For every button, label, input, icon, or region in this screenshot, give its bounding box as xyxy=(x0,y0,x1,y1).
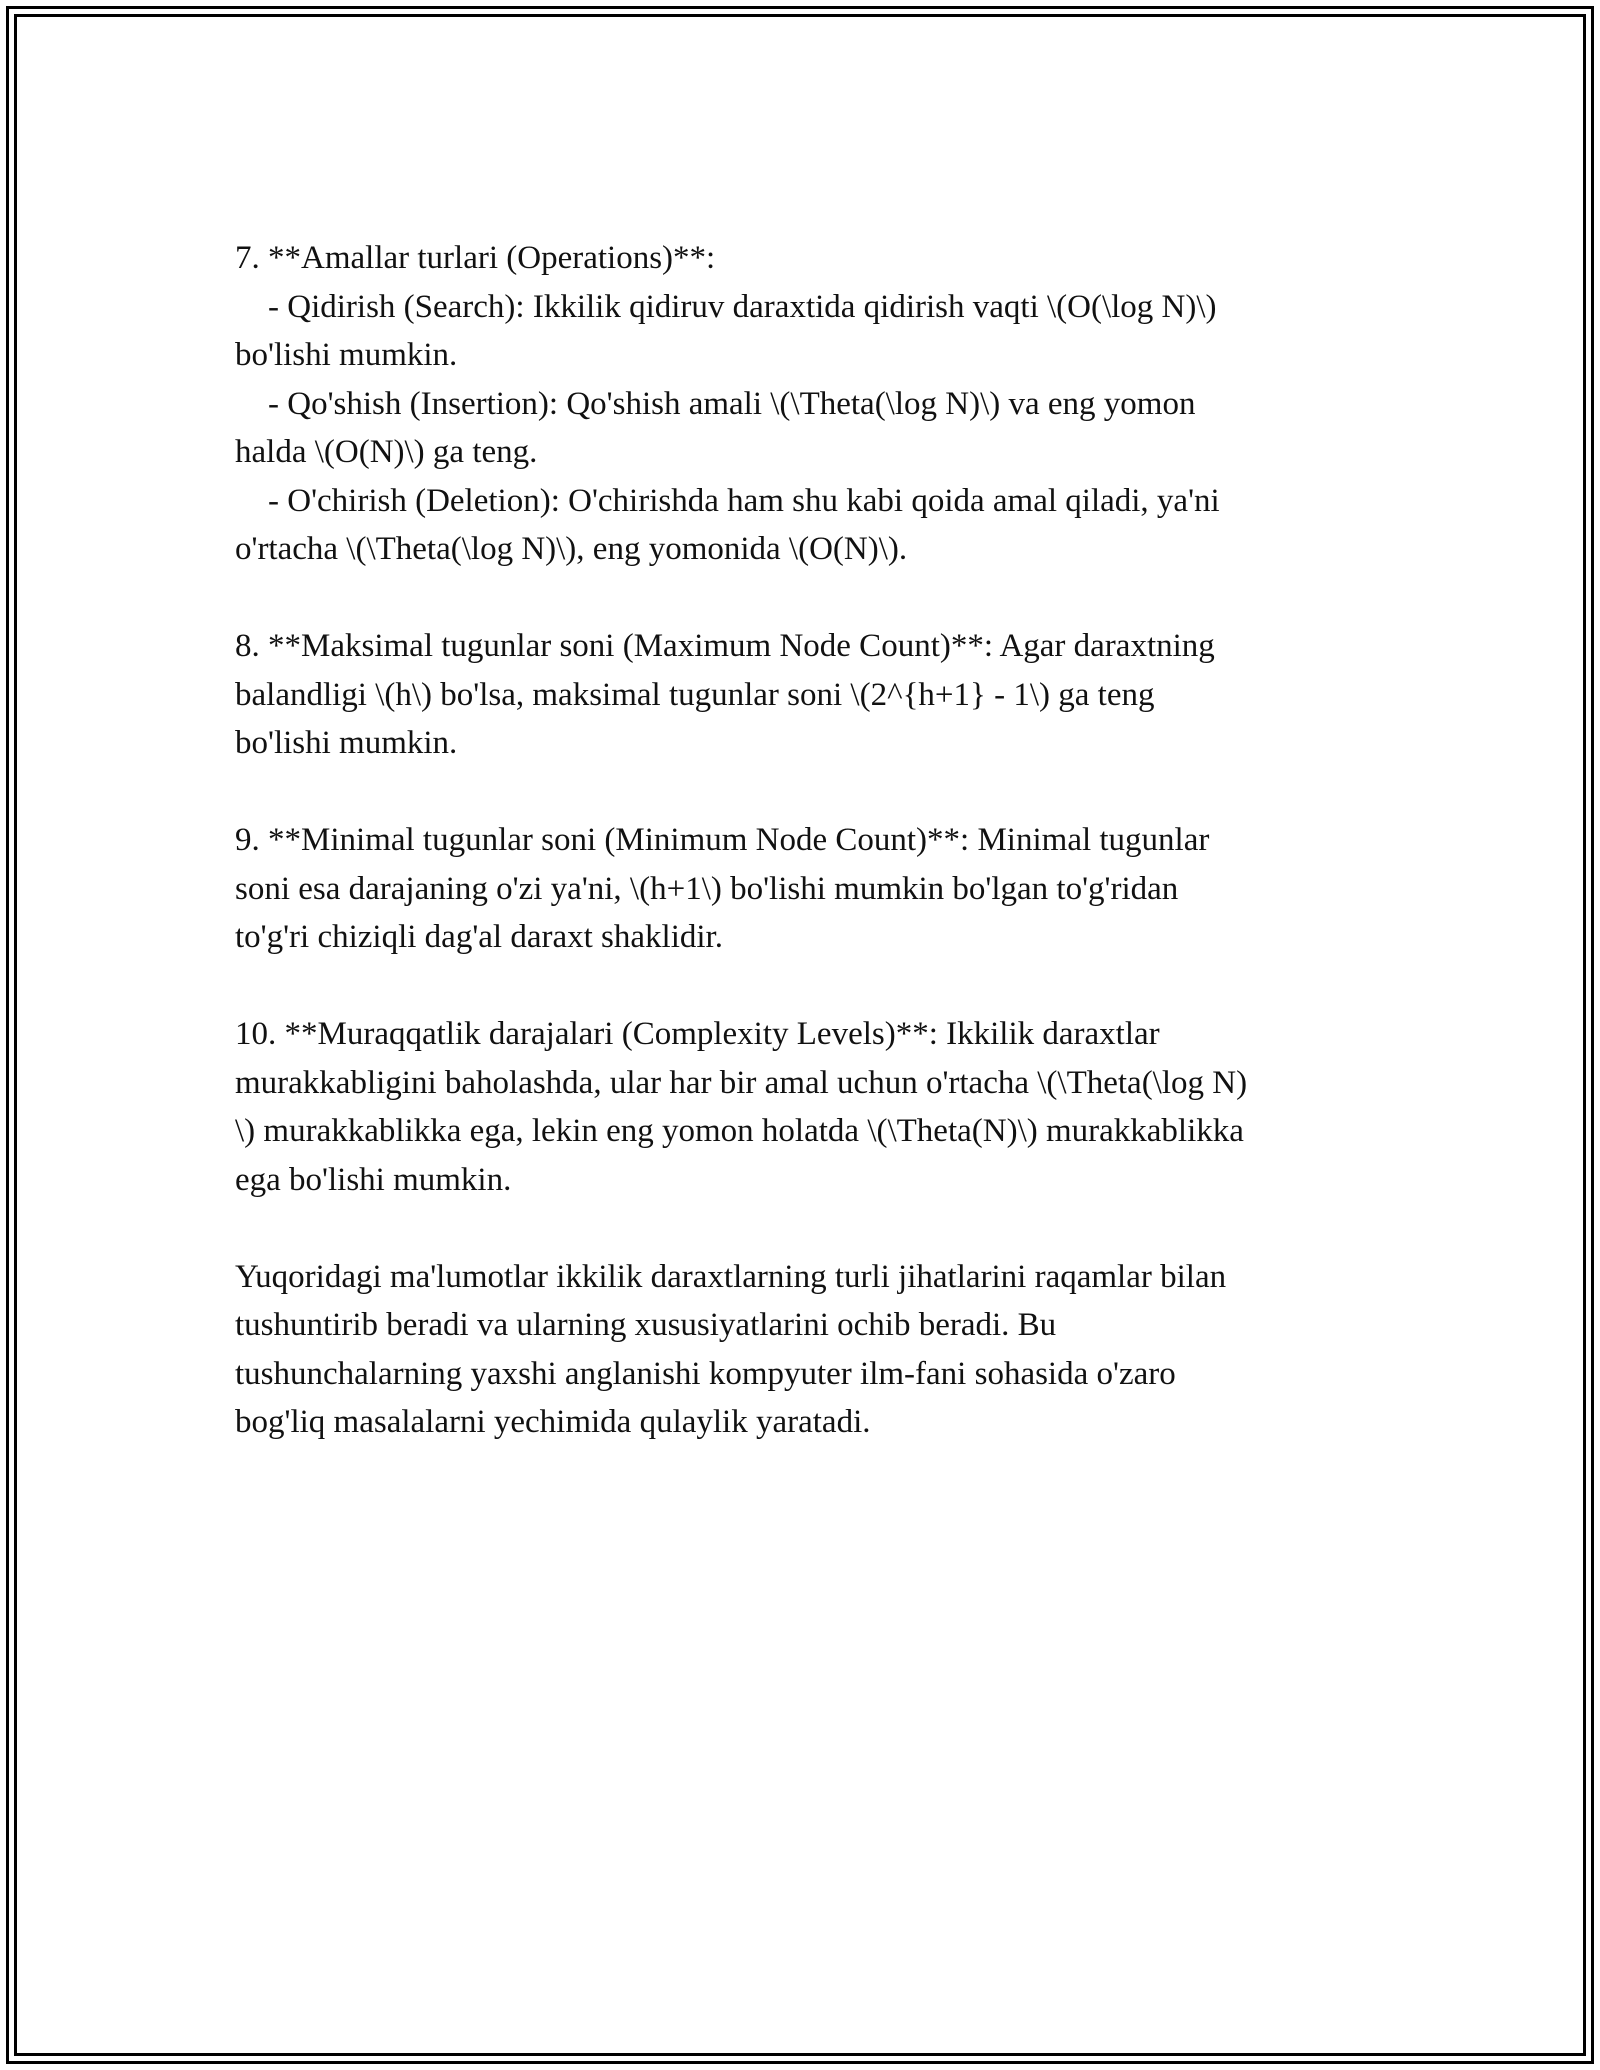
text-line: balandligi \(h\) bo'lsa, maksimal tugunlar soni \(2^{h+1} - 1\) ga teng xyxy=(235,676,1155,713)
list-item-operations xyxy=(235,234,1385,574)
text-line: murakkabligini baholashda, ular har bir amal uchun o'rtacha \(\Theta(\log N) xyxy=(235,1064,1248,1101)
text-line: \) murakkablikka ega, lekin eng yomon holatda \(\Theta(N)\) murakkablikka xyxy=(235,1113,1244,1149)
text-line: 9. **Minimal tugunlar soni (Minimum Node Count)**: Minimal tugunlar xyxy=(235,822,1210,858)
text-line: - Qidirish (Search): Ikkilik qidiruv daraxtida qidirish vaqti \(O(\log N)\) xyxy=(235,288,1217,325)
text-line: 10. **Muraqqatlik darajalari (Complexity Levels)**: Ikkilik daraxtlar xyxy=(235,1016,1160,1052)
text-line: - Qo'shish (Insertion): Qo'shish amali \(\Theta(\log N)\) va eng yomon xyxy=(235,385,1196,422)
list-item-minimum-node-count xyxy=(235,816,1385,962)
text-line: bog'liq masalalarni yechimida qulaylik yaratadi. xyxy=(235,1404,871,1440)
text-line: tushunchalarning yaxshi anglanishi kompyuter ilm-fani sohasida o'zaro xyxy=(235,1355,1176,1392)
conclusion-paragraph xyxy=(235,1253,1385,1447)
document-body xyxy=(235,234,1385,1495)
text-line: - O'chirish (Deletion): O'chirishda ham shu kabi qoida amal qiladi, ya'ni xyxy=(235,482,1220,519)
text-line: Yuqoridagi ma'lumotlar ikkilik daraxtlarning turli jihatlarini raqamlar bilan xyxy=(235,1258,1227,1295)
text-line: ega bo'lishi mumkin. xyxy=(235,1161,512,1198)
text-line: o'rtacha \(\Theta(\log N)\), eng yomonida \(O(N)\). xyxy=(235,531,908,567)
text-line: soni esa darajaning o'zi ya'ni, \(h+1\) bo'lishi mumkin bo'lgan to'g'ridan xyxy=(235,870,1179,907)
text-line: bo'lishi mumkin. xyxy=(235,337,458,373)
list-item-maximum-node-count xyxy=(235,622,1385,768)
text-line: halda \(O(N)\) ga teng. xyxy=(235,434,538,470)
text-line: to'g'ri chiziqli dag'al daraxt shaklidir. xyxy=(235,919,723,955)
text-line: 7. **Amallar turlari (Operations)**: xyxy=(235,240,716,276)
text-line: tushuntirib beradi va ularning xususiyatlarini ochib beradi. Bu xyxy=(235,1307,1057,1343)
list-item-complexity-levels xyxy=(235,1010,1385,1204)
text-line: 8. **Maksimal tugunlar soni (Maximum Node Count)**: Agar daraxtning xyxy=(235,628,1215,664)
text-line: bo'lishi mumkin. xyxy=(235,725,458,761)
